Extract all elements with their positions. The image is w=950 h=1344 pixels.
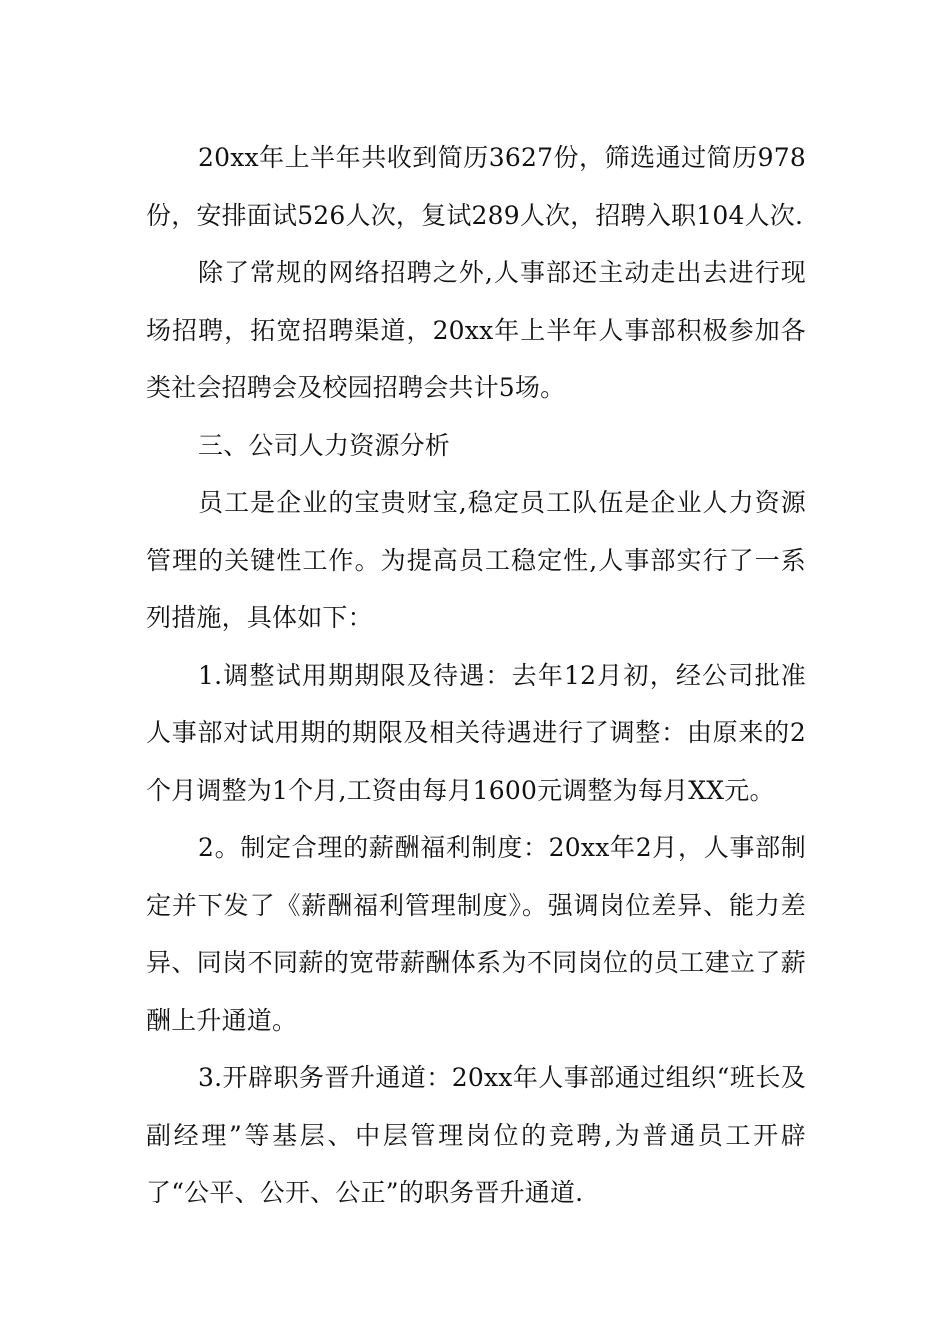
list-item-compensation-system: 2。制定合理的薪酬福利制度：20xx年2月，人事部制定并下发了《薪酬福利管理制度》。强调岗位差异、能力差异、同岗不同薪的宽带薪酬体系为不同岗位的员工建立了薪酬上升通道。 [146,833,806,1035]
document-body [146,129,806,1222]
list-item-promotion-channel: 3.开辟职务晋升通道：20xx年人事部通过组织“班长及副经理”等基层、中层管理岗位的竞聘,为普通员工开辟了“公平、公开、公正”的职务晋升通道. [146,1063,806,1207]
paragraph-recruitment-stats: 20xx年上半年共收到简历3627份，筛选通过简历978份，安排面试526人次，复试289人次，招聘入职104人次. [146,143,806,230]
section-heading-hr-analysis: 三、公司人力资源分析 [198,430,451,460]
list-item-probation-adjustment: 1.调整试用期期限及待遇：去年12月初，经公司批准人事部对试用期的期限及相关待遇进行了调整：由原来的2个月调整为1个月,工资由每月1600元调整为每月XX元。 [146,660,806,805]
paragraph-onsite-recruitment: 除了常规的网络招聘之外,人事部还主动走出去进行现场招聘，拓宽招聘渠道，20xx年上半年人事部积极参加各类社会招聘会及校园招聘会共计5场。 [146,258,806,402]
paragraph-staff-stability: 员工是企业的宝贵财宝,稳定员工队伍是企业人力资源管理的关键性工作。为提高员工稳定性,人事部实行了一系列措施，具体如下： [146,488,806,632]
